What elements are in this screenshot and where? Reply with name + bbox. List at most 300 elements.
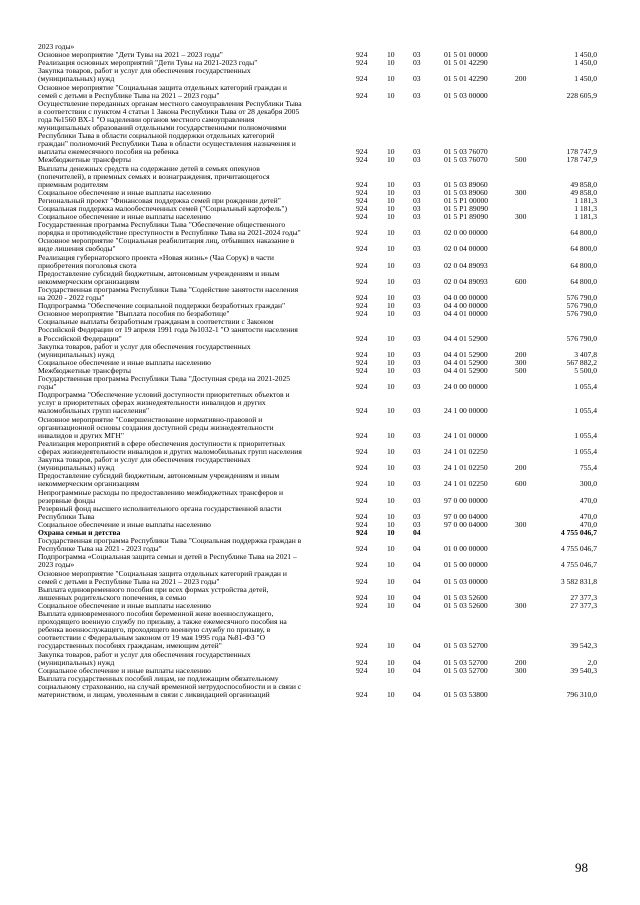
row-name-line: (муниципальных) нужд	[38, 349, 115, 359]
section-code: 10	[387, 204, 395, 213]
target-article-code: 01 5 03 76070	[444, 155, 488, 165]
section-code: 10	[387, 560, 395, 570]
row-name-line: Республики Тыва	[38, 511, 95, 521]
row-name-line: Выплата единовременного пособия беременной жене военнослужащего,	[38, 609, 274, 618]
row-name-line: выплаты ежемесячного пособия на ребенка	[38, 147, 179, 157]
amount: 755,4	[579, 463, 597, 473]
row-name-line: соответствии с Федеральным законом от 19 мая 1995 года №81-ФЗ "О	[38, 633, 266, 643]
target-article-code: 01 5 P1 00000	[444, 195, 489, 205]
amount: 39 540,3	[570, 665, 597, 675]
row-name-line: Социальное обеспечение и иные выплаты населению	[38, 187, 211, 197]
target-article-code: 01 5 03 52600	[444, 600, 488, 610]
subsection-code: 03	[413, 406, 421, 416]
table-row	[0, 100, 640, 157]
row-name-line: Реализация основных мероприятий "Дети Тувы на 2021-2023 годы"	[38, 58, 258, 68]
row-name-line: Социальная поддержка малообеспеченных семей ("Социальный картофель")	[38, 204, 287, 213]
ministry-code: 924	[356, 155, 368, 165]
row-name-line: некоммерческим организациям	[38, 276, 140, 286]
amount: 4 755 046,7	[560, 560, 597, 570]
table-row	[0, 318, 640, 342]
table-row	[0, 472, 640, 488]
amount: 796 310,0	[566, 689, 597, 699]
section-code: 10	[387, 58, 395, 68]
table-row	[0, 254, 640, 270]
amount: 49 858,0	[570, 187, 597, 197]
subsection-code: 03	[413, 58, 421, 68]
target-article-code: 01 5 03 00000	[444, 90, 488, 100]
target-article-code: 24 1 01 02250	[444, 446, 488, 456]
target-article-code: 02 0 04 00000	[444, 244, 488, 254]
row-name-line: приемным родителям	[38, 179, 109, 189]
ministry-code: 924	[356, 592, 368, 602]
section-code: 10	[387, 366, 395, 375]
section-code: 10	[387, 689, 395, 699]
expense-type-code: 200	[515, 74, 527, 84]
expense-type-code: 500	[515, 155, 527, 165]
ministry-code: 924	[356, 293, 368, 303]
row-name-line: Охрана семьи и детства	[38, 528, 121, 537]
row-name-line: Российской Федерации от 19 апреля 1991 года №1032-1 "О занятости населения	[38, 325, 298, 335]
row-name-line: Основное мероприятие "Социальная защита отдельных категорий граждан и	[38, 568, 287, 578]
row-name-line: резервные фонды	[38, 495, 96, 505]
ministry-code: 924	[356, 244, 368, 254]
row-name-line: Основное мероприятие "Дети Тувы на 2021 – 2023 годы"	[38, 50, 223, 60]
subsection-code: 03	[413, 333, 421, 343]
row-name-line: Реализация губернаторского проекта «Новая жизнь» (Чаа Сорук) в части	[38, 252, 274, 262]
table-row	[0, 67, 640, 83]
section-code: 10	[387, 657, 395, 667]
section-code: 10	[387, 463, 395, 473]
ministry-code: 924	[356, 366, 368, 375]
row-name-line: Подпрограмма "Обеспечение социальной поддержки безработных граждан"	[38, 301, 286, 311]
target-article-code: 01 5 01 00000	[444, 50, 488, 60]
target-article-code: 02 0 04 89093	[444, 276, 488, 286]
subsection-code: 03	[413, 179, 421, 189]
ministry-code: 924	[356, 195, 368, 205]
expense-type-code: 300	[515, 357, 527, 367]
row-name-line: Региональный проект "Финансовая поддержка семей при рождении детей"	[38, 195, 281, 205]
amount: 4 755 046,7	[560, 544, 597, 554]
target-article-code: 02 0 04 89093	[444, 260, 488, 270]
target-article-code: 24 1 01 02250	[444, 479, 488, 489]
amount: 567 882,2	[566, 357, 597, 367]
target-article-code: 97 0 00 00000	[444, 495, 488, 505]
row-name-line: семей с детьми в Республике Тыва на 2021 – 2023 годы"	[38, 576, 220, 586]
subsection-code: 03	[413, 511, 421, 521]
expense-type-code: 200	[515, 463, 527, 473]
target-article-code: 01 5 00 00000	[444, 560, 488, 570]
subsection-code: 04	[413, 600, 421, 610]
subsection-code: 04	[413, 657, 421, 667]
row-name-line: лишенных родительского попечения, в семью	[38, 592, 187, 602]
section-code: 10	[387, 244, 395, 254]
target-article-code: 24 1 01 00000	[444, 430, 488, 440]
ministry-code: 924	[356, 228, 368, 238]
section-code: 10	[387, 293, 395, 303]
amount: 1 450,0	[574, 58, 597, 68]
row-name-line: государственных пособиях гражданам, имеющим детей"	[38, 641, 222, 651]
expense-type-code: 300	[515, 600, 527, 610]
ministry-code: 924	[356, 689, 368, 699]
target-article-code: 01 5 01 42290	[444, 74, 488, 84]
ministry-code: 924	[356, 90, 368, 100]
section-code: 10	[387, 479, 395, 489]
subsection-code: 03	[413, 309, 421, 319]
section-code: 10	[387, 309, 395, 319]
row-name-line: Межбюджетные трансферты	[38, 366, 131, 375]
subsection-code: 04	[413, 528, 421, 537]
amount: 64 800,0	[570, 260, 597, 270]
section-code: 10	[387, 528, 395, 537]
ministry-code: 924	[356, 479, 368, 489]
row-name-line: социальному страхованию, на случай временной нетрудоспособности и в связи с	[38, 681, 302, 691]
subsection-code: 04	[413, 689, 421, 699]
ministry-code: 924	[356, 333, 368, 343]
row-name-line: в соответствии с пунктом 4 статьи 1 Закона Республики Тыва от 28 декабря 2005	[38, 106, 300, 116]
expense-type-code: 300	[515, 665, 527, 675]
row-name-line: (попечителей), в приемных семьях и вознаграждения, причитающегося	[38, 171, 270, 181]
section-code: 10	[387, 406, 395, 416]
section-code: 10	[387, 576, 395, 586]
target-article-code: 01 5 03 52700	[444, 657, 488, 667]
amount: 1 055,4	[574, 430, 597, 440]
page-number: 98	[575, 860, 588, 875]
row-name-line: Резервный фонд высшего исполнительного органа государственной власти	[38, 503, 282, 513]
row-name-line: Основное мероприятие "Социальная реабилитация лиц, отбывших наказание в	[38, 236, 295, 246]
row-name-line: материнством, и лицам, уволенным в связи с ликвидацией организаций	[38, 689, 270, 699]
row-name-line: организационной основы создания доступной среды жизнедеятельности	[38, 422, 274, 432]
target-article-code: 04 4 01 52900	[444, 349, 488, 359]
table-row	[0, 221, 640, 237]
amount: 228 605,9	[566, 90, 597, 100]
row-name-line: маломобильных групп населения"	[38, 406, 150, 416]
target-article-code: 01 5 03 52700	[444, 665, 488, 675]
section-code: 10	[387, 195, 395, 205]
subsection-code: 03	[413, 430, 421, 440]
row-name-line: Республики Тыва в области социальной поддержки отдельных категорий	[38, 131, 275, 141]
row-name-line: Предоставление субсидий бюджетным, автономным учреждениям и иным	[38, 471, 280, 481]
row-name-line: Государственная программа Республики Тыва "Содействие занятости населения	[38, 285, 299, 294]
amount: 470,0	[579, 495, 597, 505]
row-name-line: Основное мероприятие "Совершенствование нормативно-правовой и	[38, 414, 263, 424]
ministry-code: 924	[356, 260, 368, 270]
ministry-code: 924	[356, 50, 368, 60]
row-name-line: приобретения поголовья скота	[38, 260, 137, 270]
subsection-code: 03	[413, 187, 421, 197]
section-code: 10	[387, 179, 395, 189]
subsection-code: 03	[413, 357, 421, 367]
row-name-line: проходящего военную службу по призыву, а также ежемесячного пособия на	[38, 617, 287, 627]
subsection-code: 03	[413, 349, 421, 359]
expense-type-code: 300	[515, 519, 527, 529]
row-name-line: Государственная программа Республики Тыва "Социальная поддержка граждан в	[38, 536, 302, 546]
target-article-code: 04 4 01 52900	[444, 333, 488, 343]
target-article-code: 04 4 01 52900	[444, 357, 488, 367]
target-article-code: 24 1 01 02250	[444, 463, 488, 473]
row-name-line: Социальное обеспечение и иные выплаты населению	[38, 665, 211, 675]
subsection-code: 03	[413, 382, 421, 392]
amount: 178 747,9	[566, 147, 597, 157]
amount: 1 450,0	[574, 50, 597, 60]
table-row	[0, 610, 640, 651]
amount: 1 181,3	[574, 195, 597, 205]
ministry-code: 924	[356, 357, 368, 367]
target-article-code: 01 5 01 42290	[444, 58, 488, 68]
ministry-code: 924	[356, 665, 368, 675]
target-article-code: 04 4 01 00000	[444, 309, 488, 319]
row-name-line: Выплаты денежных средств на содержание детей в семьях опекунов	[38, 163, 260, 173]
ministry-code: 924	[356, 463, 368, 473]
ministry-code: 924	[356, 406, 368, 416]
row-name-line: в Российской Федерации"	[38, 333, 122, 343]
amount: 49 858,0	[570, 179, 597, 189]
amount: 1 181,3	[574, 204, 597, 213]
target-article-code: 01 5 03 00000	[444, 576, 488, 586]
row-name-line: семей с детьми в Республике Тыва на 2021 – 2023 годы"	[38, 90, 220, 100]
section-code: 10	[387, 592, 395, 602]
subsection-code: 03	[413, 155, 421, 165]
target-article-code: 97 0 00 04000	[444, 519, 488, 529]
row-name-line: муниципальных образований отдельными государственными полномочиями	[38, 122, 287, 132]
row-name-line: 2023 годы»	[38, 42, 75, 51]
target-article-code: 01 5 03 53800	[444, 689, 488, 699]
target-article-code: 01 5 03 52600	[444, 592, 488, 602]
ministry-code: 924	[356, 147, 368, 157]
amount: 576 790,0	[566, 309, 597, 319]
section-code: 10	[387, 600, 395, 610]
ministry-code: 924	[356, 657, 368, 667]
ministry-code: 924	[356, 187, 368, 197]
row-name-line: Социальное обеспечение и иные выплаты населению	[38, 357, 211, 367]
amount: 576 790,0	[566, 301, 597, 311]
section-code: 10	[387, 212, 395, 222]
table-row	[0, 651, 640, 667]
row-name-line: виде лишения свободы"	[38, 244, 116, 254]
subsection-code: 03	[413, 228, 421, 238]
section-code: 10	[387, 349, 395, 359]
section-code: 10	[387, 511, 395, 521]
table-row	[0, 84, 640, 100]
target-article-code: 24 1 00 00000	[444, 406, 488, 416]
row-name-line: услуг в приоритетных сферах жизнедеятельности инвалидов и других	[38, 398, 266, 408]
section-code: 10	[387, 147, 395, 157]
row-name-line: 2023 годы»	[38, 560, 75, 570]
amount: 1 450,0	[574, 74, 597, 84]
subsection-code: 03	[413, 446, 421, 456]
row-name-line: Закупка товаров, работ и услуг для обеспечения государственных	[38, 66, 251, 76]
section-code: 10	[387, 228, 395, 238]
amount: 1 181,3	[574, 212, 597, 222]
target-article-code: 02 0 00 00000	[444, 228, 488, 238]
expense-type-code: 500	[515, 366, 527, 375]
ministry-code: 924	[356, 600, 368, 610]
row-name-line: Осуществление переданных органам местного самоуправления Республики Тыва	[38, 98, 302, 108]
table-row	[0, 375, 640, 391]
row-name-line: Закупка товаров, работ и услуг для обеспечения государственных	[38, 455, 251, 465]
subsection-code: 03	[413, 293, 421, 303]
row-name-line: Подпрограмма "Обеспечение условий доступности приоритетных объектов и	[38, 390, 290, 400]
amount: 1 055,4	[574, 446, 597, 456]
row-name-line: Реализация мероприятий в сфере обеспечения доступности к приоритетных	[38, 438, 286, 448]
subsection-code: 03	[413, 495, 421, 505]
target-article-code: 01 5 03 76070	[444, 147, 488, 157]
expense-type-code: 300	[515, 212, 527, 222]
subsection-code: 03	[413, 90, 421, 100]
table-row	[0, 343, 640, 359]
subsection-code: 03	[413, 519, 421, 529]
ministry-code: 924	[356, 495, 368, 505]
section-code: 10	[387, 382, 395, 392]
ministry-code: 924	[356, 544, 368, 554]
row-name-line: Социальные выплаты безработным гражданам в соответствии с Законом	[38, 317, 274, 327]
section-code: 10	[387, 446, 395, 456]
amount: 1 055,4	[574, 382, 597, 392]
subsection-code: 03	[413, 366, 421, 375]
ministry-code: 924	[356, 74, 368, 84]
table-row	[0, 165, 640, 189]
table-row	[0, 456, 640, 472]
amount: 27 377,3	[570, 592, 597, 602]
ministry-code: 924	[356, 349, 368, 359]
subsection-code: 04	[413, 641, 421, 651]
expense-type-code: 600	[515, 276, 527, 286]
amount: 4 755 046,7	[560, 528, 597, 537]
row-name-line: Республике Тыва на 2021 - 2023 годы"	[38, 544, 162, 554]
section-code: 10	[387, 495, 395, 505]
amount: 1 055,4	[574, 406, 597, 416]
ministry-code: 924	[356, 276, 368, 286]
row-name-line: Выплата государственных пособий лицам, не подлежащим обязательному	[38, 673, 279, 683]
table-row	[0, 286, 640, 302]
row-name-line: Государственная программа Республики Тыва "Доступная среда на 2021-2025	[38, 374, 291, 384]
row-name-line: Социальное обеспечение и иные выплаты населению	[38, 519, 211, 529]
subsection-code: 03	[413, 195, 421, 205]
section-code: 10	[387, 50, 395, 60]
amount: 3 582 831,8	[560, 576, 597, 586]
row-name-line: Предоставление субсидий бюджетным, автономным учреждениям и иным	[38, 268, 280, 278]
section-code: 10	[387, 260, 395, 270]
table-row	[0, 489, 640, 505]
section-code: 10	[387, 641, 395, 651]
table-row	[0, 416, 640, 440]
amount: 300,0	[579, 479, 597, 489]
row-name-line: Непрограммные расходы по предоставлению межбюджетных трансферов и	[38, 487, 284, 497]
table-row	[0, 270, 640, 286]
subsection-code: 03	[413, 479, 421, 489]
expense-type-code: 200	[515, 657, 527, 667]
subsection-code: 03	[413, 463, 421, 473]
subsection-code: 04	[413, 576, 421, 586]
amount: 27 377,3	[570, 600, 597, 610]
row-name-line: Основное мероприятие "Социальная защита отдельных категорий граждан и	[38, 82, 287, 92]
ministry-code: 924	[356, 560, 368, 570]
target-article-code: 01 5 03 89060	[444, 179, 488, 189]
section-code: 10	[387, 544, 395, 554]
row-name-line: годы"	[38, 382, 57, 392]
amount: 64 800,0	[570, 244, 597, 254]
ministry-code: 924	[356, 528, 368, 537]
amount: 64 800,0	[570, 276, 597, 286]
amount: 178 747,9	[566, 155, 597, 165]
ministry-code: 924	[356, 58, 368, 68]
table-row	[0, 553, 640, 569]
row-name-line: (муниципальных) нужд	[38, 74, 115, 84]
target-article-code: 04 4 00 00000	[444, 301, 488, 311]
ministry-code: 924	[356, 382, 368, 392]
row-name-line: инвалидов и других МГН"	[38, 430, 124, 440]
ministry-code: 924	[356, 641, 368, 651]
amount: 576 790,0	[566, 293, 597, 303]
subsection-code: 04	[413, 665, 421, 675]
subsection-code: 03	[413, 276, 421, 286]
section-code: 10	[387, 301, 395, 311]
row-name-line: Закупка товаров, работ и услуг для обеспечения государственных	[38, 649, 251, 659]
row-name-line: Основное мероприятие "Выплата пособия по безработице"	[38, 309, 230, 319]
ministry-code: 924	[356, 446, 368, 456]
amount: 576 790,0	[566, 333, 597, 343]
ministry-code: 924	[356, 179, 368, 189]
section-code: 10	[387, 665, 395, 675]
subsection-code: 03	[413, 212, 421, 222]
target-article-code: 01 5 03 89060	[444, 187, 488, 197]
row-name-line: на 2020 - 2022 годы"	[38, 293, 105, 303]
subsection-code: 03	[413, 244, 421, 254]
row-name-line: порядка и противодействие преступности в Республике Тыва на 2021-2024 годы"	[38, 228, 301, 238]
row-name-line: года №1560 ВХ-1 "О наделении органов местного самоуправления	[38, 114, 255, 124]
expense-type-code: 200	[515, 349, 527, 359]
section-code: 10	[387, 187, 395, 197]
subsection-code: 03	[413, 301, 421, 311]
row-name-line: сферах жизнедеятельности инвалидов и других маломобильных групп населения	[38, 446, 302, 456]
subsection-code: 03	[413, 147, 421, 157]
amount: 2,0	[587, 657, 597, 667]
section-code: 10	[387, 357, 395, 367]
target-article-code: 01 5 P1 89090	[444, 204, 489, 213]
subsection-code: 04	[413, 544, 421, 554]
ministry-code: 924	[356, 576, 368, 586]
table-row	[0, 391, 640, 415]
amount: 64 800,0	[570, 228, 597, 238]
table-row	[0, 237, 640, 253]
row-name-line: (муниципальных) нужд	[38, 657, 115, 667]
row-name-line: Социальное обеспечение и иные выплаты населению	[38, 600, 211, 610]
table-row	[0, 440, 640, 456]
table-row	[0, 675, 640, 699]
amount: 3 407,8	[574, 349, 597, 359]
section-code: 10	[387, 519, 395, 529]
amount: 39 542,3	[570, 641, 597, 651]
table-row	[0, 586, 640, 602]
target-article-code: 01 5 03 52700	[444, 641, 488, 651]
subsection-code: 03	[413, 74, 421, 84]
amount: 470,0	[579, 519, 597, 529]
section-code: 10	[387, 90, 395, 100]
section-code: 10	[387, 155, 395, 165]
ministry-code: 924	[356, 430, 368, 440]
row-name-line: Межбюджетные трансферты	[38, 155, 131, 165]
section-code: 10	[387, 74, 395, 84]
section-code: 10	[387, 430, 395, 440]
subsection-code: 03	[413, 204, 421, 213]
ministry-code: 924	[356, 511, 368, 521]
row-name-line: Подпрограмма «Социальная защита семьи и детей в Республике Тыва на 2021 –	[38, 552, 297, 562]
ministry-code: 924	[356, 212, 368, 222]
ministry-code: 924	[356, 204, 368, 213]
row-name-line: ребенка военнослужащего, проходящего военную службу по призыву, в	[38, 625, 271, 635]
row-name-line: граждан" полномочий Республики Тыва в области осуществления назначения и	[38, 139, 296, 149]
table-row	[0, 505, 640, 521]
subsection-code: 04	[413, 592, 421, 602]
